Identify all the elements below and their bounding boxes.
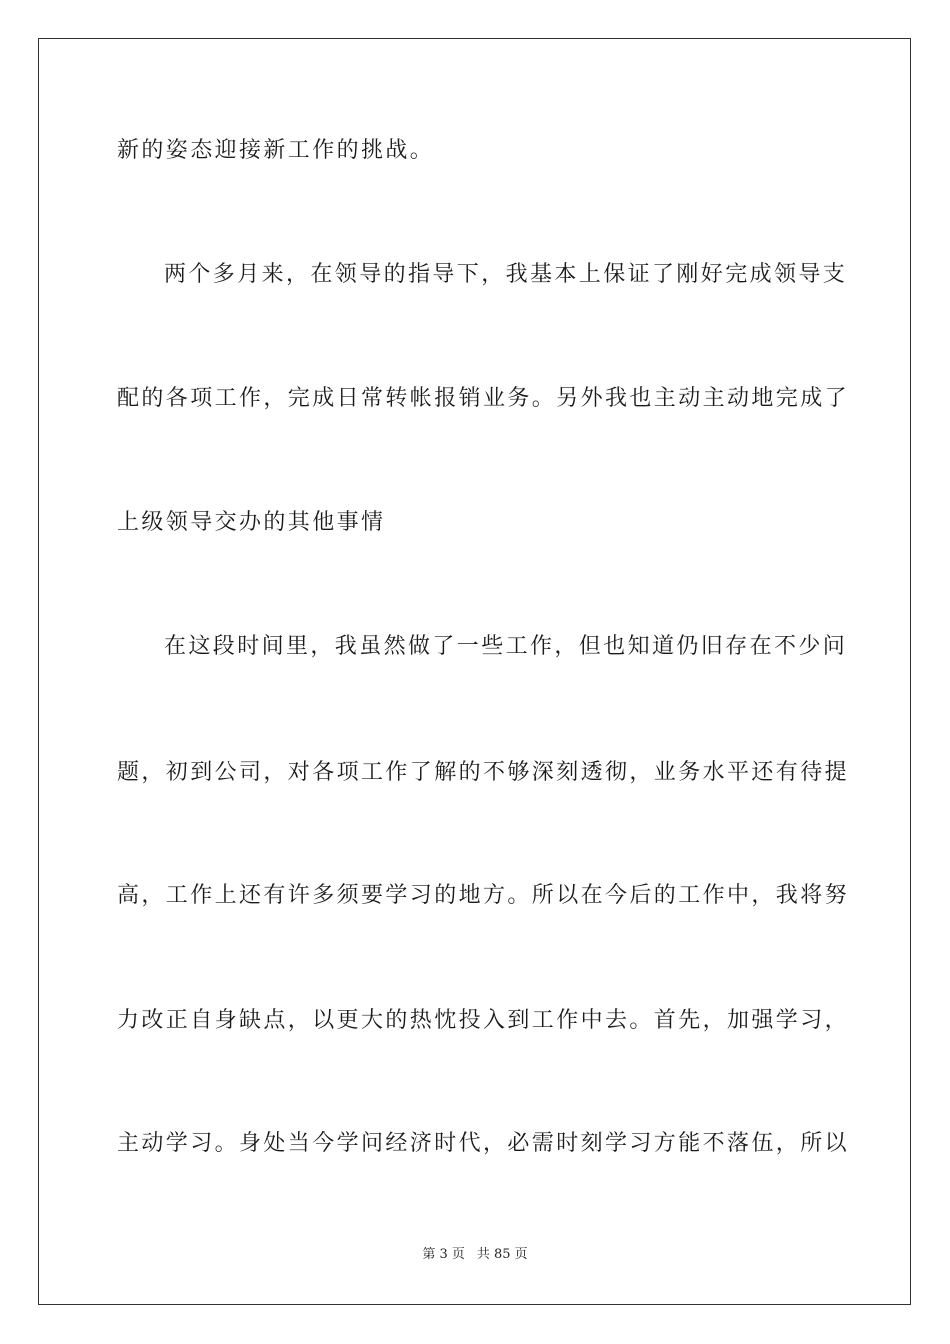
- page-frame: [38, 38, 911, 1305]
- text-line-7: 高，工作上还有许多须要学习的地方。所以在今后的工作中，我将努: [117, 883, 850, 908]
- text-line-2: 两个多月来，在领导的指导下，我基本上保证了刚好完成领导支: [164, 262, 848, 287]
- text-line-4: 上级领导交办的其他事情: [117, 510, 386, 535]
- text-line-9: 主动学习。身处当今学问经济时代，必需时刻学习方能不落伍，所以: [117, 1131, 850, 1156]
- text-line-6: 题，初到公司，对各项工作了解的不够深刻透彻，业务水平还有待提: [117, 760, 850, 785]
- page-total: 共 85 页: [476, 1247, 528, 1262]
- text-line-5: 在这段时间里，我虽然做了一些工作，但也知道仍旧存在不少问: [164, 634, 848, 659]
- text-line-8: 力改正自身缺点，以更大的热忱投入到工作中去。首先，加强学习，: [117, 1008, 850, 1033]
- text-line-1: 新的姿态迎接新工作的挑战。: [117, 138, 435, 163]
- text-line-3: 配的各项工作，完成日常转帐报销业务。另外我也主动主动地完成了: [117, 386, 850, 411]
- page-footer: [0, 1246, 950, 1264]
- page-number: 第 3 页: [422, 1247, 465, 1262]
